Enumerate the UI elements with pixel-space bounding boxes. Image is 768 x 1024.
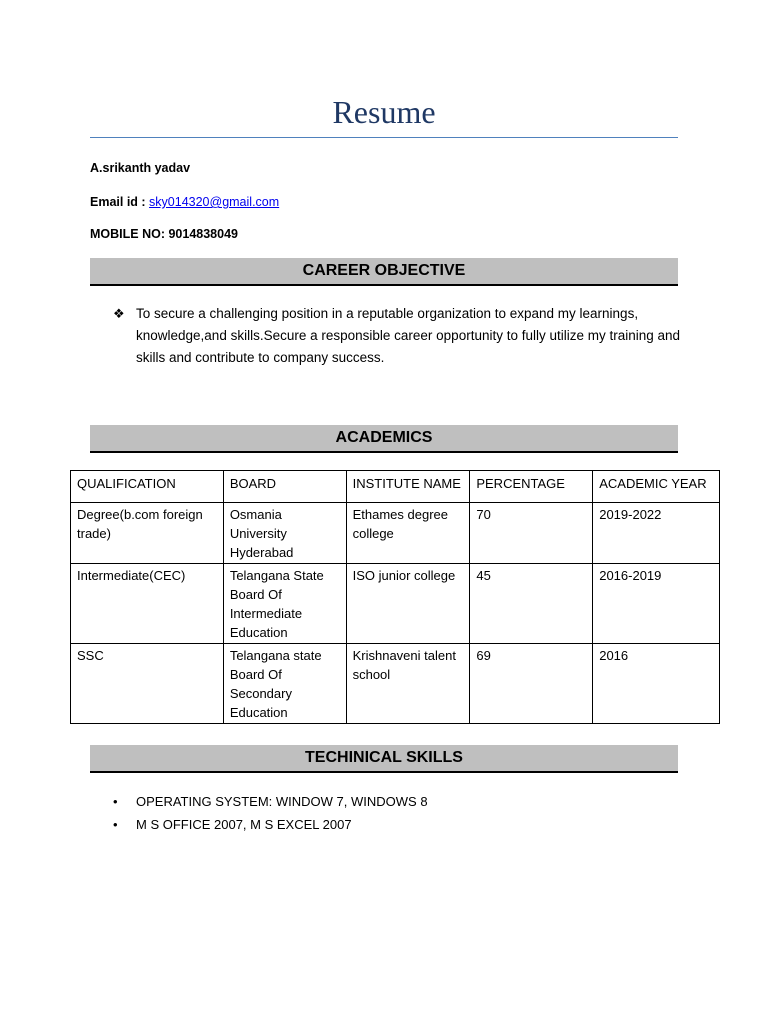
section-career-objective: CAREER OBJECTIVE <box>90 258 678 286</box>
table-cell: 70 <box>470 503 593 564</box>
section-academics: ACADEMICS <box>90 425 678 453</box>
table-header-cell: BOARD <box>223 471 346 503</box>
skill-text: OPERATING SYSTEM: WINDOW 7, WINDOWS 8 <box>136 794 428 809</box>
table-cell: Telangana state Board Of Secondary Education <box>223 644 346 724</box>
table-cell: SSC <box>71 644 224 724</box>
candidate-name: A.srikanth yadav <box>90 161 191 175</box>
academics-table <box>70 470 720 724</box>
table-row <box>71 503 720 564</box>
table-cell: 69 <box>470 644 593 724</box>
table-row <box>71 564 720 644</box>
table-header-cell: ACADEMIC YEAR <box>593 471 720 503</box>
bullet-icon: • <box>113 794 118 809</box>
table-cell: 2019-2022 <box>593 503 720 564</box>
table-cell: Intermediate(CEC) <box>71 564 224 644</box>
table-row <box>71 644 720 724</box>
skill-text: M S OFFICE 2007, M S EXCEL 2007 <box>136 817 352 832</box>
career-objective-text: To secure a challenging position in a reputable organization to expand my learnings, knowledge,and skills.Secure a responsible career opportunity to fully utilize my training and skills and contribute to company success. <box>136 306 681 365</box>
table-cell: 45 <box>470 564 593 644</box>
table-cell: Degree(b.com foreign trade) <box>71 503 224 564</box>
table-header-cell: INSTITUTE NAME <box>346 471 470 503</box>
diamond-bullet-icon: ❖ <box>113 306 125 321</box>
table-cell: 2016-2019 <box>593 564 720 644</box>
email-line <box>90 194 279 210</box>
table-cell: Telangana State Board Of Intermediate Education <box>223 564 346 644</box>
mobile-number: MOBILE NO: 9014838049 <box>90 227 238 241</box>
table-header-cell: PERCENTAGE <box>470 471 593 503</box>
table-cell: Osmania University Hyderabad <box>223 503 346 564</box>
table-cell: ISO junior college <box>346 564 470 644</box>
page-title: Resume <box>332 94 436 130</box>
table-header-cell: QUALIFICATION <box>71 471 224 503</box>
table-cell: 2016 <box>593 644 720 724</box>
section-technical-skills: TECHINICAL SKILLS <box>90 745 678 773</box>
table-cell: Ethames degree college <box>346 503 470 564</box>
bullet-icon: • <box>113 817 118 832</box>
table-header-row <box>71 471 720 503</box>
table-cell: Krishnaveni talent school <box>346 644 470 724</box>
title-divider <box>90 137 678 138</box>
email-label: Email id : <box>90 195 150 209</box>
email-link[interactable]: sky014320@gmail.com <box>149 195 280 209</box>
